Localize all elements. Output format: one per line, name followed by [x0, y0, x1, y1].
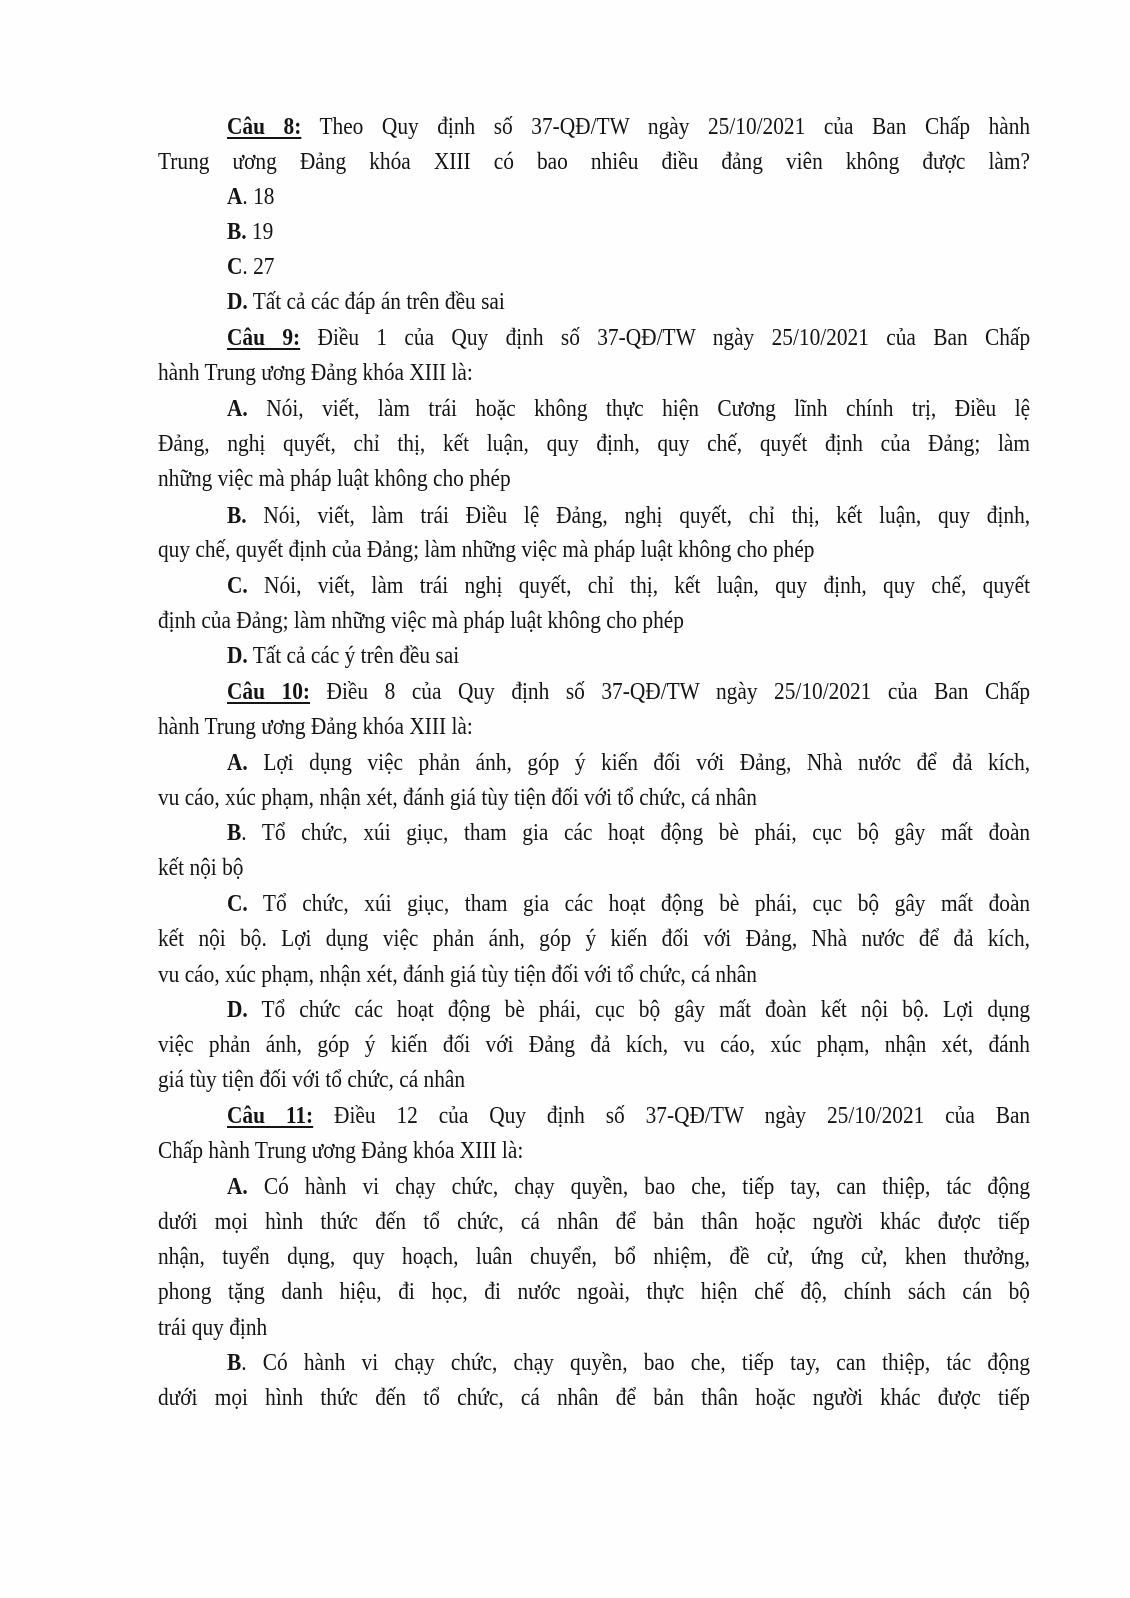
question-8-stem-line-1: Câu 8: Theo Quy định số 37-QĐ/TW ngày 25/10/2021 của Ban Chấp hành: [227, 113, 1031, 140]
question-8-option-d: D. Tất cả các đáp án trên đều sai: [227, 288, 505, 315]
question-11-option-a-line-1: A. Có hành vi chạy chức, chạy quyền, bao che, tiếp tay, can thiệp, tác động: [227, 1173, 1031, 1200]
question-11-option-a-line-4: phong tặng danh hiệu, đi học, đi nước ngoài, thực hiện chế độ, chính sách cán bộ: [158, 1278, 1030, 1305]
question-11-option-b-line-1: B. Có hành vi chạy chức, chạy quyền, bao che, tiếp tay, can thiệp, tác động: [227, 1349, 1031, 1376]
question-11-stem-line-2: Chấp hành Trung ương Đảng khóa XIII là:: [158, 1137, 524, 1164]
question-10-option-c-line-1: C. Tổ chức, xúi giục, tham gia các hoạt động bè phái, cục bộ gây mất đoàn: [227, 890, 1031, 917]
question-9-option-a-line-3: những việc mà pháp luật không cho phép: [158, 465, 511, 492]
question-10-option-c-line-3: vu cáo, xúc phạm, nhận xét, đánh giá tùy tiện đối với tổ chức, cá nhân: [158, 961, 757, 988]
question-9-stem-line-1: Câu 9: Điều 1 của Quy định số 37-QĐ/TW ngày 25/10/2021 của Ban Chấp: [227, 324, 1031, 351]
question-10-option-b-line-2: kết nội bộ: [158, 854, 244, 881]
question-10-option-a-line-2: vu cáo, xúc phạm, nhận xét, đánh giá tùy tiện đối với tổ chức, cá nhân: [158, 784, 757, 811]
question-10-option-a-line-1: A. Lợi dụng việc phản ánh, góp ý kiến đối với Đảng, Nhà nước để đả kích,: [227, 749, 1031, 776]
question-10-option-d-line-1: D. Tổ chức các hoạt động bè phái, cục bộ gây mất đoàn kết nội bộ. Lợi dụng: [227, 996, 1031, 1023]
question-10-stem-line-2: hành Trung ương Đảng khóa XIII là:: [158, 713, 473, 740]
question-10-option-d-line-2: việc phản ánh, góp ý kiến đối với Đảng đả kích, vu cáo, xúc phạm, nhận xét, đánh: [158, 1031, 1030, 1058]
question-8-label: Câu 8:: [227, 113, 302, 140]
question-11-option-a-line-3: nhận, tuyển dụng, quy hoạch, luân chuyển, bổ nhiệm, đề cử, ứng cử, khen thưởng,: [158, 1243, 1030, 1270]
question-9-option-a-line-2: Đảng, nghị quyết, chỉ thị, kết luận, quy định, quy chế, quyết định của Đảng; làm: [158, 430, 1030, 457]
question-10-option-b-line-1: B. Tổ chức, xúi giục, tham gia các hoạt động bè phái, cục bộ gây mất đoàn: [227, 819, 1031, 846]
question-10-stem-line-1: Câu 10: Điều 8 của Quy định số 37-QĐ/TW ngày 25/10/2021 của Ban Chấp: [227, 678, 1031, 705]
question-9-option-a-line-1: A. Nói, viết, làm trái hoặc không thực hiện Cương lĩnh chính trị, Điều lệ: [227, 395, 1031, 422]
question-11-option-a-line-5: trái quy định: [158, 1314, 268, 1341]
question-8-option-a: A. 18: [227, 183, 275, 210]
question-11-label: Câu 11:: [227, 1102, 314, 1129]
question-8-option-c: C. 27: [227, 253, 275, 280]
question-9-label: Câu 9:: [227, 324, 301, 351]
question-11-stem-line-1: Câu 11: Điều 12 của Quy định số 37-QĐ/TW ngày 25/10/2021 của Ban: [227, 1102, 1031, 1129]
question-11-option-a-line-2: dưới mọi hình thức đến tổ chức, cá nhân để bản thân hoặc người khác được tiếp: [158, 1208, 1030, 1235]
question-8-option-b: B. 19: [227, 218, 274, 245]
question-9-option-c-line-1: C. Nói, viết, làm trái nghị quyết, chỉ thị, kết luận, quy định, quy chế, quyết: [227, 572, 1031, 599]
question-8-stem-line-2: Trung ương Đảng khóa XIII có bao nhiêu điều đảng viên không được làm?: [158, 148, 1030, 175]
question-10-option-c-line-2: kết nội bộ. Lợi dụng việc phản ánh, góp ý kiến đối với Đảng, Nhà nước để đả kích,: [158, 925, 1030, 952]
question-9-stem-line-2: hành Trung ương Đảng khóa XIII là:: [158, 359, 473, 386]
question-10-label: Câu 10:: [227, 678, 311, 705]
question-11-option-b-line-2: dưới mọi hình thức đến tổ chức, cá nhân để bản thân hoặc người khác được tiếp: [158, 1384, 1030, 1411]
question-9-option-c-line-2: định của Đảng; làm những việc mà pháp luật không cho phép: [158, 607, 684, 634]
question-9-option-d: D. Tất cả các ý trên đều sai: [227, 642, 460, 669]
question-9-option-b-line-2: quy chế, quyết định của Đảng; làm những việc mà pháp luật không cho phép: [158, 536, 815, 563]
question-10-option-d-line-3: giá tùy tiện đối với tổ chức, cá nhân: [158, 1066, 466, 1093]
question-9-option-b-line-1: B. Nói, viết, làm trái Điều lệ Đảng, nghị quyết, chỉ thị, kết luận, quy định,: [227, 502, 1031, 529]
